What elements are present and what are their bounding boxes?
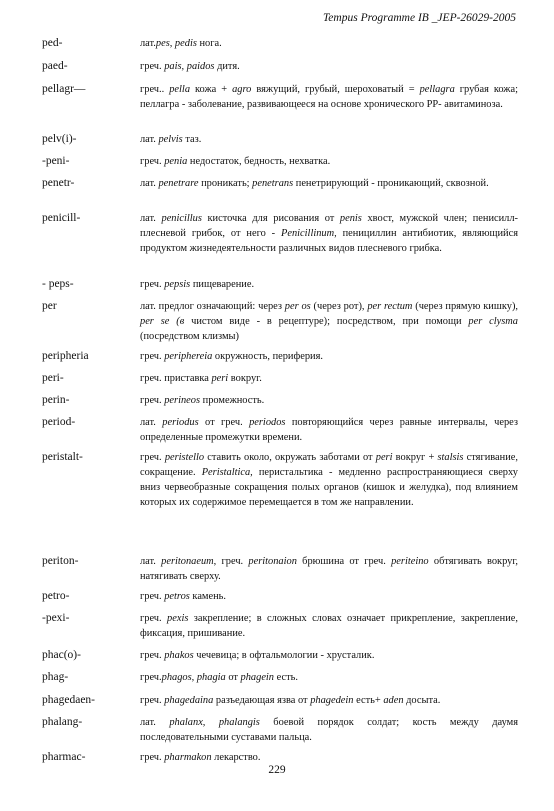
- definition-text: обтягивать вокруг, натягивать сверху.: [140, 556, 519, 582]
- entry-term: period-: [42, 416, 76, 428]
- definition-text: разъедающая язва от: [213, 695, 311, 706]
- definition-text: греч.: [140, 591, 165, 602]
- definition-latin-term: penicillus: [161, 213, 202, 224]
- definition-latin-term: pes, pedis: [155, 38, 197, 49]
- definition-latin-term: pais, paidos: [164, 61, 215, 72]
- definition-latin-term: stalsis: [437, 452, 464, 463]
- entry-term: -peni-: [42, 155, 70, 167]
- definition-text: окружность, периферия.: [212, 351, 323, 362]
- definition-text: греч.: [140, 351, 165, 362]
- definition-text: греч.: [140, 156, 165, 167]
- definition-text: (посредством клизмы): [140, 331, 239, 342]
- definition-text: закрепление; в сложных словах означает прикрепление, закрепление, фиксация, пришивание.: [140, 613, 518, 639]
- definition-latin-term: perineos: [164, 395, 201, 406]
- definition-text: повторяющийся через равные интервалы, через определенные промежутки времени.: [140, 417, 518, 443]
- definition-text: есть+: [353, 695, 384, 706]
- definition-text: промежность.: [200, 395, 265, 406]
- entry-definition: [140, 82, 518, 112]
- definition-latin-term: agro: [232, 84, 252, 95]
- dictionary-entry: [42, 554, 518, 584]
- definition-text: лат.: [140, 178, 159, 189]
- entry-definition: [140, 277, 518, 292]
- definition-latin-term: peritonaeum: [161, 556, 214, 567]
- dictionary-entry: [42, 715, 518, 745]
- definition-text: греч.: [140, 61, 165, 72]
- definition-text: греч.: [140, 752, 165, 763]
- entry-term: petro-: [42, 590, 70, 602]
- entry-definition: [140, 349, 518, 364]
- definition-text: камень.: [189, 591, 227, 602]
- definition-text: брюшина от греч.: [296, 556, 392, 567]
- definition-latin-term: pella: [169, 84, 191, 95]
- definition-latin-term: phagedein: [310, 695, 354, 706]
- definition-latin-term: penetrans: [252, 178, 294, 189]
- entry-term: ped-: [42, 37, 63, 49]
- definition-text: от: [225, 672, 241, 683]
- dictionary-entry: [42, 450, 518, 510]
- definition-text: перистальтика - медленно распространяющиеся сверху вниз червеобразные сокращения полых органов (кишок и желудка), под влиянием которых их содержимое перемещается в том же направлении.: [140, 467, 518, 508]
- entry-definition: [140, 59, 518, 74]
- entry-definition: [140, 611, 518, 641]
- dictionary-entry: [42, 299, 518, 344]
- dictionary-entry: [42, 611, 518, 641]
- definition-latin-term: phalanx, phalangis: [169, 717, 260, 728]
- entry-term: phalang-: [42, 716, 83, 728]
- entry-term: -pexi-: [42, 612, 70, 624]
- dictionary-entry: [42, 211, 518, 256]
- definition-text: есть.: [274, 672, 298, 683]
- entry-term: periton-: [42, 555, 79, 567]
- definition-latin-term: Peristaltica,: [201, 467, 253, 478]
- entry-term: peristalt-: [42, 451, 83, 463]
- definition-text: греч.: [140, 279, 165, 290]
- definition-text: лат.: [140, 556, 162, 567]
- definition-text: лат.: [140, 717, 170, 728]
- dictionary-entry: [42, 589, 518, 604]
- entry-definition: [140, 750, 518, 765]
- entry-term: phagedaen-: [42, 694, 95, 706]
- definition-text: лекарство.: [211, 752, 261, 763]
- entry-definition: [140, 299, 518, 344]
- definition-text: грубая кожа; пеллагра - заболевание, развивающееся на основе хронического РР- авитаминоза.: [140, 84, 518, 110]
- definition-latin-term: phakos: [164, 650, 194, 661]
- definition-text: лат.: [140, 213, 162, 224]
- dictionary-entry: [42, 36, 518, 51]
- dictionary-entry: [42, 277, 518, 292]
- definition-text: от греч.: [198, 417, 250, 428]
- definition-text: пищеварение.: [190, 279, 255, 290]
- dictionary-entry: [42, 82, 518, 112]
- entry-term: peri-: [42, 372, 64, 384]
- definition-text: пенетрирующий - проникающий, сквозной.: [293, 178, 489, 189]
- entry-definition: [140, 693, 518, 708]
- entry-definition: [140, 154, 518, 169]
- definition-text: греч.: [140, 452, 165, 463]
- definition-text: вяжущий, грубый, шероховатый =: [251, 84, 420, 95]
- entry-term: penetr-: [42, 177, 75, 189]
- definition-latin-term: penetrare: [158, 178, 199, 189]
- definition-text: греч.: [140, 395, 165, 406]
- definition-latin-term: per se (в: [140, 316, 185, 327]
- entry-term: phag-: [42, 671, 69, 683]
- definition-text: лат.: [140, 134, 159, 145]
- definition-latin-term: per clysma: [468, 316, 518, 327]
- definition-text: греч. приставка: [140, 373, 212, 384]
- definition-latin-term: phagedaina: [164, 695, 214, 706]
- definition-latin-term: periodus: [162, 417, 199, 428]
- dictionary-entry: [42, 132, 518, 147]
- definition-text: (через рот),: [310, 301, 368, 312]
- definition-text: лат. предлог означающий: через: [140, 301, 285, 312]
- definition-text: вокруг.: [228, 373, 262, 384]
- definition-text: дитя.: [214, 61, 240, 72]
- entry-term: perin-: [42, 394, 70, 406]
- dictionary-entry: [42, 415, 518, 445]
- definition-text: нога.: [196, 38, 222, 49]
- entry-term: paed-: [42, 60, 68, 72]
- entry-term: pharmac-: [42, 751, 86, 763]
- definition-text: (через прямую кишку),: [412, 301, 519, 312]
- definition-text: досыта.: [403, 695, 441, 706]
- definition-latin-term: pelvis: [158, 134, 183, 145]
- entry-term: penicill-: [42, 212, 81, 224]
- definition-latin-term: periphereia: [164, 351, 213, 362]
- entry-definition: [140, 176, 518, 191]
- definition-latin-term: peristello: [164, 452, 205, 463]
- definition-latin-term: peritonaion: [248, 556, 297, 567]
- definition-latin-term: phagein: [240, 672, 275, 683]
- definition-latin-term: per os: [284, 301, 311, 312]
- dictionary-entry: [42, 670, 518, 685]
- entry-definition: [140, 36, 518, 51]
- entry-term: phac(o)-: [42, 649, 81, 661]
- definition-text: недостаток, бедность, нехватка.: [187, 156, 331, 167]
- definition-latin-term: penis: [339, 213, 362, 224]
- entry-definition: [140, 554, 518, 584]
- entry-definition: [140, 715, 518, 745]
- dictionary-entry: [42, 371, 518, 386]
- definition-latin-term: pexis: [167, 613, 189, 624]
- definition-latin-term: periodos: [249, 417, 286, 428]
- entry-definition: [140, 132, 518, 147]
- definition-text: греч..: [140, 84, 170, 95]
- definition-latin-term: Penicillinum,: [281, 228, 337, 239]
- dictionary-entry: [42, 154, 518, 169]
- entry-definition: [140, 371, 518, 386]
- definition-latin-term: phagos, phagia: [161, 672, 226, 683]
- definition-text: хвост, мужской член; пенисилл- плесневой грибок, от него -: [140, 213, 519, 239]
- definition-text: кисточка для рисования от: [201, 213, 340, 224]
- entry-definition: [140, 415, 518, 445]
- entry-definition: [140, 393, 518, 408]
- definition-text: пенициллин антибиотик, являющийся продуктом жизнедеятельности различных видов плесневого грибка.: [140, 228, 519, 254]
- dictionary-entry: [42, 393, 518, 408]
- definition-text: лат.: [140, 38, 156, 49]
- dictionary-entry: [42, 648, 518, 663]
- definition-latin-term: aden: [383, 695, 404, 706]
- definition-latin-term: peri: [211, 373, 229, 384]
- definition-text: греч.: [140, 695, 165, 706]
- definition-text: , греч.: [213, 556, 249, 567]
- dictionary-entry: [42, 693, 518, 708]
- definition-latin-term: penia: [164, 156, 188, 167]
- definition-text: таз.: [182, 134, 202, 145]
- entry-term: pellagr—: [42, 83, 86, 95]
- definition-text: вокруг +: [392, 452, 438, 463]
- definition-text: боевой порядок солдат; кость между даумя последовательными суставами пальца.: [140, 717, 518, 743]
- definition-text: чистом виде - в рецептуре); посредством, при помощи: [184, 316, 469, 327]
- definition-text: греч.: [140, 650, 165, 661]
- definition-latin-term: pellagra: [419, 84, 455, 95]
- entry-term: peripheria: [42, 350, 89, 362]
- definition-text: греч.: [140, 672, 162, 683]
- definition-latin-term: petros: [164, 591, 190, 602]
- entry-definition: [140, 648, 518, 663]
- definition-text: чечевица; в офтальмологии - хрусталик.: [193, 650, 375, 661]
- dictionary-entry: [42, 59, 518, 74]
- definition-text: лат.: [140, 417, 163, 428]
- entry-definition: [140, 589, 518, 604]
- definition-text: проникать;: [198, 178, 253, 189]
- entry-term: per: [42, 300, 57, 312]
- definition-text: кожа +: [190, 84, 233, 95]
- running-header: Tempus Programme IB _JEP-26029-2005: [322, 12, 516, 24]
- definition-latin-term: periteino: [391, 556, 429, 567]
- definition-latin-term: peri: [375, 452, 393, 463]
- page-number: 229: [268, 764, 286, 776]
- definition-latin-term: pepsis: [164, 279, 191, 290]
- dictionary-entry: [42, 750, 518, 765]
- definition-latin-term: pharmakon: [164, 752, 212, 763]
- entry-definition: [140, 450, 518, 510]
- definition-text: стягивание, сокращение.: [140, 452, 518, 478]
- definition-latin-term: per rectum: [367, 301, 413, 312]
- entry-term: - peps-: [42, 278, 74, 290]
- entry-definition: [140, 670, 518, 685]
- entry-term: pelv(i)-: [42, 133, 77, 145]
- definition-text: греч.: [140, 613, 168, 624]
- definition-text: ставить около, окружать заботами от: [204, 452, 376, 463]
- entry-definition: [140, 211, 518, 256]
- dictionary-entry: [42, 349, 518, 364]
- dictionary-entry: [42, 176, 518, 191]
